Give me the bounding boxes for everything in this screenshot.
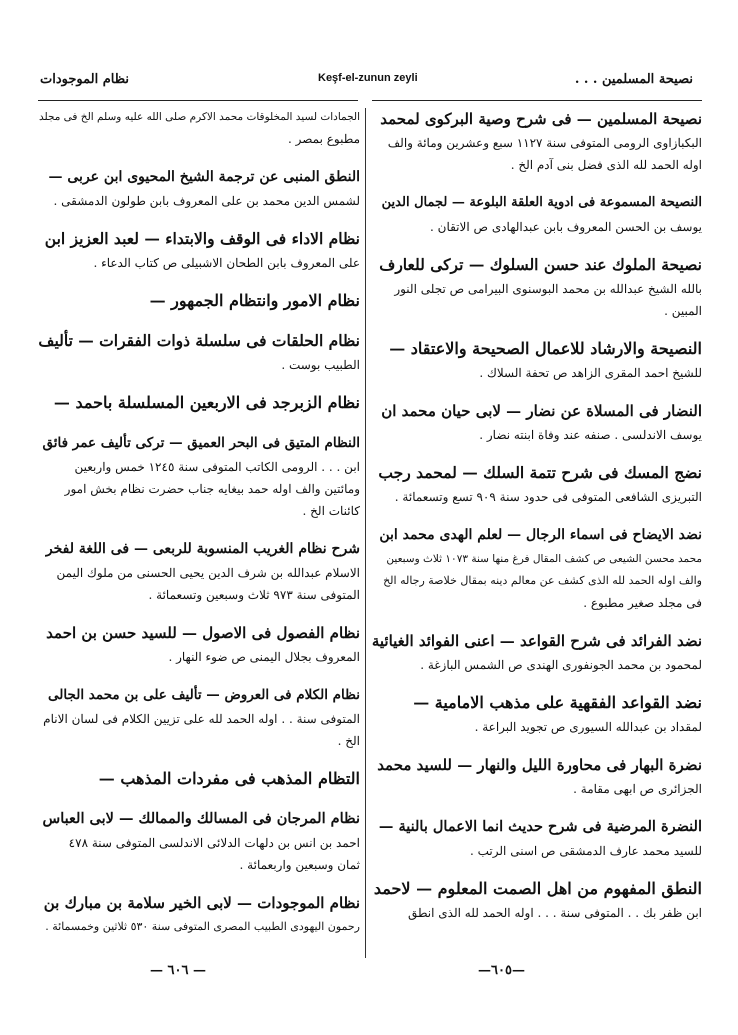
- entry-title: نضرة البهار فى محاورة الليل والنهار — للسيد محمد: [377, 756, 702, 774]
- bibliography-entry: [372, 398, 702, 446]
- bibliography-entry: [372, 252, 702, 322]
- entry-title: نظام الامور وانتظام الجمهور —: [149, 291, 360, 310]
- entry-title: نظام المرجان فى المسالك والممالك — لابى العباس: [42, 810, 360, 827]
- bibliography-entry: [372, 460, 702, 508]
- running-title-right: نصيحة المسلمين . . .: [574, 72, 693, 87]
- entry-title: النصيحة والارشاد للاعمال الصحيحة والاعتقاد —: [389, 339, 702, 358]
- entry-title: نظام الموجودات — لابى الخير سلامة بن مبارك بن: [43, 894, 360, 912]
- entry-title: نظام الزبرجد فى الاربعين المسلسلة باحمد —: [53, 393, 360, 412]
- bibliography-entry: [372, 752, 702, 800]
- entry-body-line: فى مجلد صغير مطبوع .: [583, 596, 702, 610]
- entry-title: نضد الايضاح فى اسماء الرجال — لعلم الهدى محمد ابن: [379, 527, 702, 543]
- bibliography-entry: [38, 106, 360, 150]
- bibliography-entry: [372, 190, 702, 238]
- entry-title: نضج المسك فى شرح تتمة السلك — لمحمد رجب: [378, 463, 702, 482]
- page-header: [0, 72, 738, 94]
- bibliography-entry: [372, 106, 702, 176]
- entry-body-line: كائنات الخ .: [302, 504, 360, 518]
- entry-body-line: ثمان وسبعين واربعمائة .: [239, 858, 360, 872]
- bibliography-entry: [372, 336, 702, 384]
- entry-body-line: المعروف بجلال اليمنى ص ضوء النهار .: [168, 650, 360, 664]
- entry-body-line: لشمس الدين محمد بن على المعروف بابن طولون الدمشقى .: [53, 194, 360, 208]
- entry-title: شرح نظام الغريب المنسوبة للربعى — فى اللغة لفخر: [45, 541, 360, 557]
- entry-body-line: مطبوع بمصر .: [288, 132, 360, 146]
- entry-title: نصيحة الملوك عند حسن السلوك — تركى للعارف: [379, 255, 702, 274]
- running-title-center: Keşf-el-zunun zeyli: [318, 72, 418, 84]
- page-number-left: — ٦٠٦ —: [150, 963, 207, 978]
- bibliography-entry: [38, 536, 360, 606]
- header-rule-left: [38, 100, 358, 101]
- bibliography-entry: [38, 430, 360, 522]
- entry-title: النطق المنبى عن ترجمة الشيخ المحيوى ابن عربى —: [48, 169, 360, 185]
- bibliography-entry: [372, 522, 702, 614]
- entry-body-line: الخ .: [337, 734, 360, 748]
- entry-body-line: ابن . . . الرومى الكاتب المتوفى سنة ١٢٤٥ خمس واربعين: [74, 460, 360, 474]
- running-title-left: نظام الموجودات: [40, 72, 130, 87]
- entry-body-line: بالله الشيخ عبدالله بن محمد البوسنوى البيرامى ص تجلى النور: [394, 282, 702, 296]
- entry-body-line: يوسف الاندلسى . صنفه عند وفاة ابنته نضار .: [479, 428, 702, 442]
- bibliography-entry: [372, 814, 702, 862]
- entry-title: التظام المذهب فى مفردات المذهب —: [98, 769, 360, 788]
- bibliography-entry: [38, 766, 360, 792]
- bibliography-entry: [372, 876, 702, 924]
- entry-body-line: المتوفى سنة ٩٧٣ ثلاث وسبعين وتسعمائة .: [148, 588, 360, 602]
- entry-title: نضد الفرائد فى شرح القواعد — اعنى الفوائد الغيائية: [371, 632, 702, 650]
- entry-body-line: للشيخ احمد المقرى الزاهد ص تحفة السلاك .: [479, 366, 702, 380]
- entry-body-line: على المعروف بابن الطحان الاشبيلى ص كتاب الدعاء .: [93, 256, 360, 270]
- entry-body-line: ابن ظفر بك . . المتوفى سنة . . . اوله الحمد لله الذى انطق: [407, 906, 702, 920]
- entry-body-line: البكبازاوى الرومى المتوفى سنة ١١٢٧ سبع وعشرين ومائة والف: [387, 136, 702, 150]
- entry-body-line: احمد بن انس بن دلهات الدلائى الاندلسى المتوفى سنة ٤٧٨: [68, 836, 360, 850]
- page-number-right: —٦٠٥—: [478, 963, 525, 978]
- bibliography-entry: [372, 628, 702, 676]
- left-column: [38, 106, 360, 952]
- entry-body-line: محمد محسن الشيعى ص كشف المقال فرغ منها سنة ١٠٧٣ ثلاث وسبعين: [386, 553, 702, 565]
- bibliography-entry: [38, 806, 360, 876]
- entry-body-line: اوله الحمد لله الذى فضل بنى آدم الخ .: [510, 158, 702, 172]
- entry-title: النضار فى المسلاة عن نضار — لابى حيان محمد ان: [381, 402, 702, 420]
- entry-body-line: المبين .: [664, 304, 702, 318]
- entry-title: النطق المفهوم من اهل الصمت المعلوم — لاحمد: [373, 879, 702, 898]
- entry-body-line: المتوفى سنة . . اوله الحمد لله على تزيين الكلام فى لسان الانام: [43, 712, 360, 726]
- entry-title: نظام الكلام فى العروض — تأليف على بن محمد الجالى: [48, 687, 360, 703]
- entry-body-line: والف اوله الحمد لله الذى كشف عن معالم دينه بمقال خلاصة رجاله الخ: [383, 574, 702, 587]
- entry-title: نصيحة المسلمين — فى شرح وصية البركوى لمحمد: [380, 110, 702, 128]
- entry-body-line: الطبيب بوست .: [281, 358, 360, 372]
- entry-title: نضد القواعد الفقهية على مذهب الامامية —: [413, 693, 702, 712]
- header-rule-right: [372, 100, 702, 101]
- entry-title: نظام الفصول فى الاصول — للسيد حسن بن احمد: [46, 624, 360, 642]
- entry-body-line: ومائتين والف اوله حمد بيغايه جناب حضرت نظام بخش امور: [64, 482, 360, 496]
- bibliography-entry: [38, 164, 360, 212]
- entry-body-line: للسيد محمد عارف الدمشقى ص اسنى الرتب .: [470, 844, 702, 858]
- bibliography-entry: [38, 288, 360, 314]
- entry-body-line: الجزائرى ص ابهى مقامة .: [573, 782, 702, 796]
- bibliography-entry: [38, 390, 360, 416]
- entry-title: النضرة المرضية فى شرح حديث انما الاعمال بالنية —: [378, 818, 702, 835]
- bibliography-entry: [372, 690, 702, 738]
- entry-body-line: الاسلام عبدالله بن شرف الدين يحيى الحسنى من ملوك اليمن: [56, 566, 360, 580]
- entry-title: نظام الحلقات فى سلسلة ذوات الفقرات — تأليف: [38, 331, 360, 350]
- entry-body-line: لمقداد بن عبدالله السيورى ص تجويد البراعة .: [474, 720, 702, 734]
- column-divider: [365, 108, 366, 958]
- entry-body-line: لمحمود بن محمد الجونفورى الهندى ص الشمس البازغة .: [420, 658, 702, 672]
- entry-body-line: يوسف بن الحسن المعروف بابن عبدالهادى ص الاتقان .: [430, 220, 702, 234]
- entry-title: نظام الاداء فى الوقف والابتداء — لعبد العزيز ابن: [44, 229, 360, 248]
- entry-body-line: رحمون اليهودى الطبيب المصرى المتوفى سنة ٥٣٠ ثلاثين وخمسمائة .: [45, 920, 360, 933]
- entry-title: النصيحة المسموعة فى ادوية العلقة البلوعة — لجمال الدين: [381, 195, 702, 210]
- bibliography-entry: [38, 328, 360, 376]
- entry-body-line: الجمادات لسيد المخلوقات محمد الاكرم صلى الله عليه وسلم الخ فى مجلد: [38, 111, 360, 123]
- right-column: [372, 106, 702, 938]
- entry-title: النظام المتيق فى البحر العميق — تركى تأليف عمر فائق: [42, 435, 360, 451]
- bibliography-entry: [38, 682, 360, 752]
- entry-body-line: التبريزى الشافعى المتوفى فى حدود سنة ٩٠٩ تسع وتسعمائة .: [394, 490, 702, 504]
- bibliography-entry: [38, 890, 360, 938]
- bibliography-entry: [38, 226, 360, 274]
- bibliography-entry: [38, 620, 360, 668]
